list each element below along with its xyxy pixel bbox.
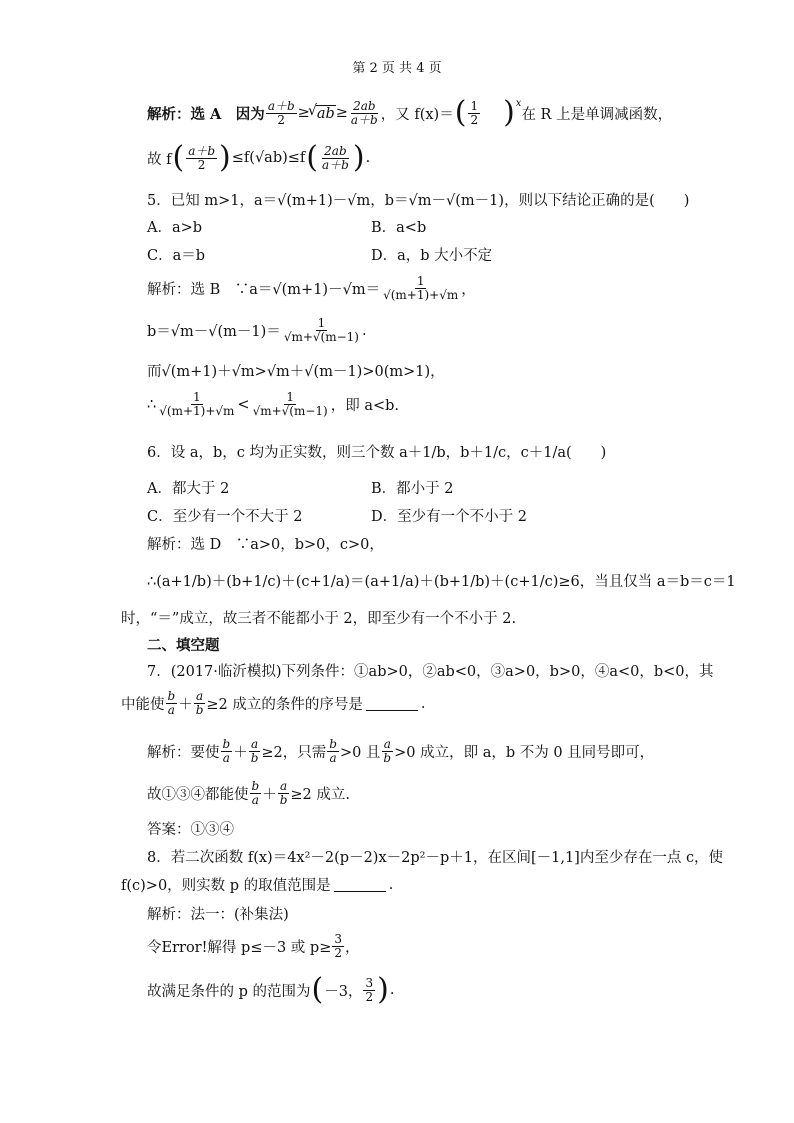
q8-analysis-1: 解析：法一：(补集法) [147, 907, 289, 923]
q5-analysis-1: 解析：选 B ∵a＝√(m+1)－√m＝ $\frac{1}{√(m+1)+√m}$ ， [147, 274, 476, 302]
q5-stem: 5．已知 m>1，a＝√(m+1)－√m，b＝√m－√(m－1)，则以下结论正确的是( ) [147, 193, 690, 209]
q8-answer-blank[interactable] [334, 877, 386, 892]
q7-analysis-2: 故①③④都能使 $\frac{b}{a}$ ＋ $\frac{a}{b}$ ≥2 成立. [147, 779, 350, 807]
q6-option-c: C．至少有一个不大于 2 [147, 509, 303, 525]
q5-analysis-3: 而√(m+1)＋√m>√m＋√(m－1)>0(m>1)， [147, 364, 445, 380]
q5-option-a: A．a>b [147, 220, 203, 236]
q7-answer-blank[interactable] [366, 696, 418, 711]
q6-stem: 6．设 a，b，c 均为正实数，则三个数 a＋1/b，b＋1/c，c＋1/a( ) [147, 445, 607, 461]
q5-option-d: D．a，b 大小不定 [371, 248, 493, 264]
q5-option-b: B．a<b [371, 220, 427, 236]
q7-stem-2: 中能使 $\frac{b}{a}$ ＋ $\frac{a}{b}$ ≥2 成立的条件的序号是 . [121, 689, 426, 717]
section-title: 二、填空题 [147, 637, 220, 654]
q6-option-d: D．至少有一个不小于 2 [371, 509, 527, 525]
q8-analysis-3: 故满足条件的 p 的范围为 ( －3， $\frac{3}{2}$ ) . [147, 972, 395, 1007]
q7-stem-1: 7．(2017·临沂模拟)下列条件：①ab>0，②ab<0，③a>0，b>0，④a<0，b<0，其 [147, 664, 714, 680]
q5-option-c: C．a＝b [147, 248, 206, 264]
q7-answer: 答案：①③④ [147, 822, 234, 838]
q5-analysis-4: ∴ $\frac{1}{√(m+1)+√m}$ < $\frac{1}{√m+√(m-1)}$ ，即 a<b. [147, 390, 400, 418]
page-header: 第 2 页 共 4 页 [352, 61, 442, 76]
q6-analysis-2: ∴(a+1/b)＋(b+1/c)＋(c+1/a)＝(a+1/a)＋(b+1/b)＋(c+1/c)≥6，当且仅当 a＝b＝c＝1 [147, 574, 736, 590]
q6-option-a: A．都大于 2 [147, 481, 230, 497]
q8-stem-2: f(c)>0，则实数 p 的取值范围是 . [121, 876, 394, 894]
q5-analysis-2: b＝√m－√(m－1)＝ $\frac{1}{√m+√(m-1)}$ . [147, 316, 367, 344]
q6-option-b: B．都小于 2 [371, 481, 454, 497]
q7-analysis-1: 解析：要使 $\frac{b}{a}$ ＋ $\frac{a}{b}$ ≥2，只需 $\frac{b}{a}$ >0 且 $\frac{a}{b}$ >0 成立，即 a，b 不为 0 且同号即可， [147, 737, 655, 765]
q6-analysis-1: 解析：选 D ∵a>0，b>0，c>0， [147, 537, 384, 553]
q4-analysis-line2: 故 f ( $\frac{a+b}{2}$ ) ≤f(√ab)≤f ( $\frac{2ab}{a+b}$ ) . [147, 140, 371, 175]
q6-analysis-3: 时，“＝”成立，故三者不能都小于 2，即至少有一个不小于 2. [121, 611, 517, 627]
q8-stem-1: 8．若二次函数 f(x)＝4x²－2(p－2)x－2p²－p＋1，在区间[－1,1]内至少存在一点 c，使 [147, 850, 724, 866]
q4-analysis-line1: 解析：选 A 因为 $\frac{a+b}{2}$ ≥ √ ab ≥ $\frac{2ab}{a+b}$ ，又 f(x)＝ ( $\frac{1}{2}$ ) x 在 R 上是单调减函数， [147, 98, 672, 128]
q8-analysis-2: 令Error!解得 p≤－3 或 p≥ $\frac{3}{2}$ ， [147, 932, 360, 960]
